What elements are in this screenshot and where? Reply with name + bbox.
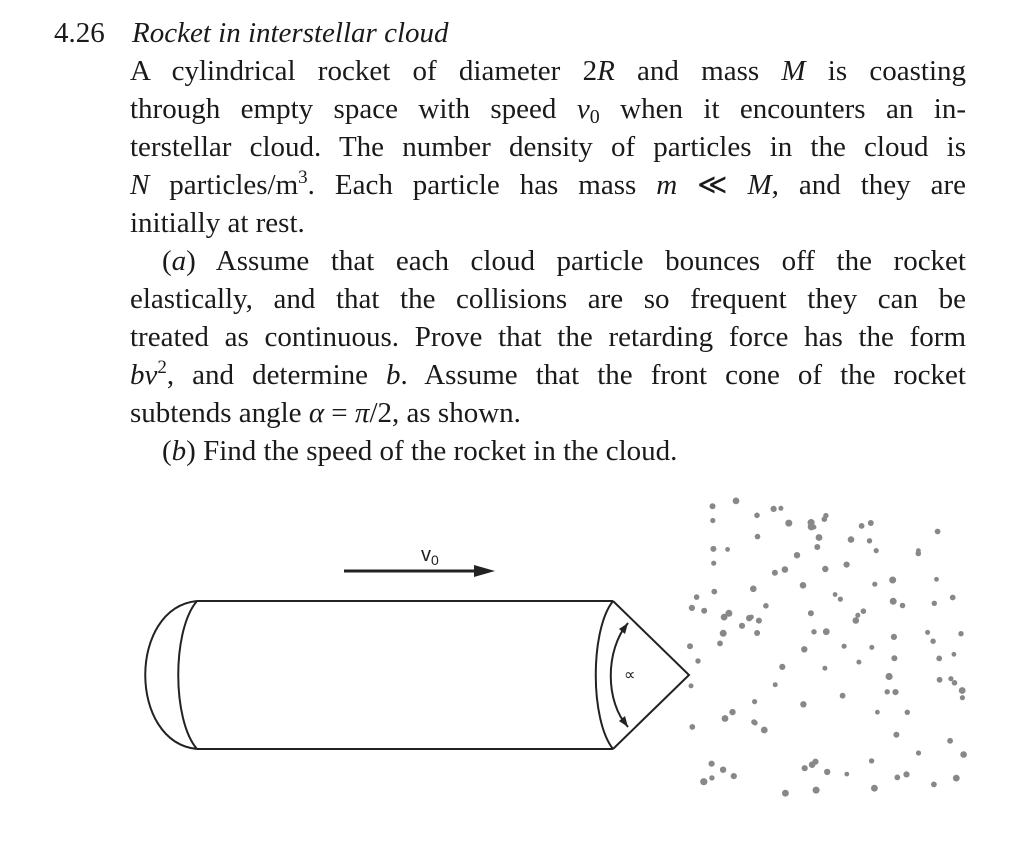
cloud-particle xyxy=(890,598,897,605)
part-a-line-2: elastically, and that the collisions are so frequent they can be xyxy=(130,283,966,315)
cloud-particle xyxy=(808,610,814,616)
cloud-particle xyxy=(800,701,806,707)
cloud-particle xyxy=(893,732,899,738)
cloud-particle xyxy=(952,652,957,657)
cloud-particle xyxy=(874,548,879,553)
rocket xyxy=(145,601,689,749)
cloud-particle xyxy=(720,630,727,637)
cloud-particle xyxy=(709,761,715,767)
cloud-particle xyxy=(925,630,930,635)
rocket-cylinder xyxy=(197,601,613,749)
cloud-particle xyxy=(891,655,897,661)
cloud-particle xyxy=(779,664,785,670)
cloud-particle xyxy=(689,724,695,730)
cloud-particle xyxy=(763,603,769,609)
cloud-particle xyxy=(948,676,953,681)
cloud-particle xyxy=(861,608,867,614)
cloud-particle xyxy=(953,775,960,782)
cloud-particle xyxy=(903,771,909,777)
cloud-particle xyxy=(756,618,762,624)
cloud-particle xyxy=(687,643,693,649)
cloud-particle xyxy=(801,646,807,652)
cloud-particle xyxy=(731,773,737,779)
cloud-particle xyxy=(752,699,757,704)
problem-header xyxy=(54,14,449,52)
cloud-particle xyxy=(754,630,760,636)
cloud-particle xyxy=(932,601,937,606)
part-a-line-3: treated as continuous. Prove that the retarding force has the form xyxy=(130,321,966,353)
problem-number: 4.26 xyxy=(54,17,105,49)
cloud-particle xyxy=(960,695,965,700)
cloud-particle xyxy=(916,750,921,755)
cloud-particle xyxy=(700,778,707,785)
cloud-particle xyxy=(754,513,760,519)
cloud-particle xyxy=(833,592,838,597)
cloud-particle xyxy=(916,551,922,557)
cloud-particle xyxy=(838,597,843,602)
cloud-particle xyxy=(717,641,723,647)
cloud-particle xyxy=(885,689,890,694)
rocket-dome-seam xyxy=(178,601,197,749)
cloud-particle xyxy=(853,617,860,624)
cloud-particle xyxy=(894,775,900,781)
cloud-particle xyxy=(751,719,757,725)
cloud-particle xyxy=(772,570,778,576)
cloud-particle xyxy=(936,656,942,662)
cloud-particle xyxy=(869,645,874,650)
cloud-particle xyxy=(891,634,897,640)
cloud-particle xyxy=(958,631,963,636)
cloud-particle xyxy=(694,594,700,600)
cloud-particle xyxy=(811,629,816,634)
cloud-particle xyxy=(905,710,910,715)
cloud-particle xyxy=(814,544,820,550)
cloud-particle xyxy=(871,785,878,792)
rocket-nose-dome xyxy=(145,601,197,749)
cloud-particle xyxy=(959,687,966,694)
cloud-particle xyxy=(856,660,861,665)
part-a-line-4: $bv^2$, and determine b. Assume that the front cone of the rocket xyxy=(130,357,966,391)
cloud-particle xyxy=(872,582,877,587)
cloud-particle xyxy=(778,506,783,511)
cloud-particle xyxy=(725,547,730,552)
part-a-line-1: (a) Assume that each cloud particle bounces off the rocket xyxy=(162,245,966,277)
cloud-particle xyxy=(711,561,716,566)
cloud-particle xyxy=(824,769,830,775)
cloud-particle xyxy=(934,577,939,582)
problem-text xyxy=(130,52,966,470)
cloud-particle xyxy=(711,589,717,595)
cloud-particle xyxy=(952,680,958,686)
cloud-particle xyxy=(840,693,846,699)
cloud-particle xyxy=(761,727,768,734)
angle-label: ∝ xyxy=(624,665,636,684)
cloud-particle xyxy=(892,689,898,695)
cloud-particle xyxy=(822,666,827,671)
cloud-particle xyxy=(794,552,800,558)
cloud-particle xyxy=(844,772,849,777)
cloud-particle xyxy=(710,546,716,552)
cloud-particle xyxy=(950,595,956,601)
cloud-particle xyxy=(750,586,757,593)
cloud-particle xyxy=(855,613,860,618)
cloud-particle xyxy=(771,506,777,512)
cloud-particle xyxy=(725,610,732,617)
cloud-particle xyxy=(733,498,740,505)
cloud-particle xyxy=(729,709,735,715)
cloud-particle xyxy=(710,518,715,523)
cloud-particle xyxy=(773,682,778,687)
cloud-particle xyxy=(822,516,828,522)
rocket-figure xyxy=(0,480,1024,840)
cloud-particle xyxy=(709,775,714,780)
cloud-particle xyxy=(689,683,694,688)
intro-line-2: through empty space with speed $v_0$ when it encounters an in- xyxy=(130,93,966,128)
cloud-particle xyxy=(947,738,953,744)
cloud-particle xyxy=(900,603,906,609)
cloud-particle xyxy=(816,534,823,541)
cloud-particle xyxy=(755,534,761,540)
cloud-particle xyxy=(886,673,893,680)
cloud-particle xyxy=(813,787,820,794)
cloud-particle xyxy=(720,767,726,773)
cloud-particle xyxy=(722,715,729,722)
cloud-particle xyxy=(859,523,865,529)
velocity-label: $v_0$ xyxy=(421,544,439,568)
cloud-particle xyxy=(823,628,830,635)
cloud-particles xyxy=(687,498,967,797)
cloud-particle xyxy=(844,562,850,568)
cloud-particle xyxy=(848,536,855,543)
cloud-particle xyxy=(710,503,716,509)
cloud-particle xyxy=(960,751,967,758)
cloud-particle xyxy=(822,566,828,572)
cloud-particle xyxy=(802,765,808,771)
cloud-particle xyxy=(931,782,937,788)
cloud-particle xyxy=(937,677,943,683)
cloud-particle xyxy=(809,761,816,768)
intro-line-3: terstellar cloud. The number density of particles in the cloud is xyxy=(130,131,966,163)
cloud-particle xyxy=(930,639,935,644)
cloud-particle xyxy=(749,615,754,620)
cloud-particle xyxy=(868,520,874,526)
cloud-particle xyxy=(875,710,880,715)
intro-line-1: A cylindrical rocket of diameter 2R and mass M is coasting xyxy=(130,55,966,87)
cloud-particle xyxy=(695,658,700,663)
cloud-particle xyxy=(842,644,847,649)
cloud-particle xyxy=(701,608,707,614)
cloud-particle xyxy=(867,538,872,543)
cloud-particle xyxy=(782,566,789,573)
part-b-line: (b) Find the speed of the rocket in the cloud. xyxy=(162,435,678,467)
intro-line-4: N particles/$m^3$. Each particle has mass m ≪ M, and they are xyxy=(130,167,967,201)
intro-line-5: initially at rest. xyxy=(130,207,305,239)
cloud-particle xyxy=(782,790,789,797)
cloud-particle xyxy=(869,758,874,763)
cloud-particle xyxy=(808,519,815,526)
cloud-particle xyxy=(935,529,941,535)
part-a-line-5: subtends angle α = π/2, as shown. xyxy=(130,397,521,429)
cloud-particle xyxy=(739,623,745,629)
cloud-particle xyxy=(689,605,695,611)
cloud-particle xyxy=(785,520,792,527)
problem-title: Rocket in interstellar cloud xyxy=(132,17,449,49)
cloud-particle xyxy=(800,582,807,589)
velocity-arrow xyxy=(344,565,495,577)
cloud-particle xyxy=(889,577,896,584)
